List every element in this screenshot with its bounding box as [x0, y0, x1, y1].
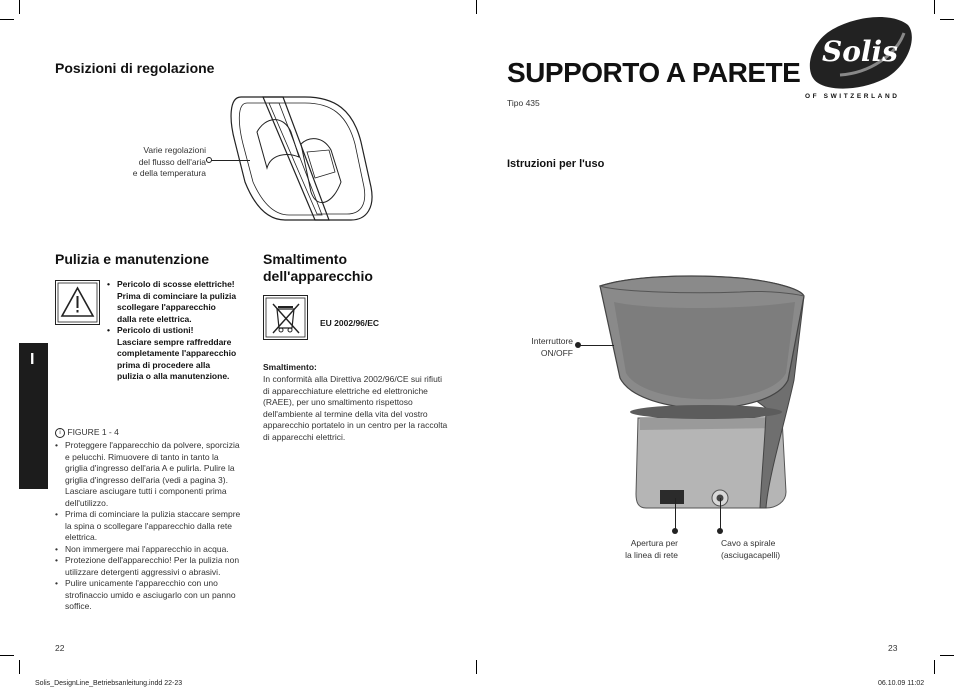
cleaning-item: • Proteggere l'apparecchio da polvere, sporcizia e pelucchi. Rimuovere di tanto in tanto la griglia d'ingresso dell'aria A e pulirla. Pulire la griglia d'ingresso dell'aria (vedi a pagina 3). Lasciare asciugare tutti i componenti prima dell'utilizzo.	[55, 440, 241, 509]
callout-opening	[608, 538, 678, 561]
callout-line: del flusso dell'aria	[138, 156, 206, 167]
instructions-subtitle: Istruzioni per l'uso	[507, 158, 605, 170]
model-number: Tipo 435	[507, 98, 540, 108]
cleaning-item: • Non immergere mai l'apparecchio in acqua.	[55, 544, 241, 556]
page-title: SUPPORTO A PARETE	[507, 57, 801, 88]
page-number-left: 22	[55, 643, 65, 653]
cleaning-item: • Prima di cominciare la pulizia staccare sempre la spina o scollegare l'apparecchio dalla rete elettrica.	[55, 509, 241, 544]
figure-label	[55, 427, 119, 439]
logo-tagline: OF SWITZERLAND	[805, 93, 900, 100]
logo-wordmark: Solis	[822, 35, 898, 68]
callout-dot	[717, 528, 723, 534]
crop-mark	[940, 655, 954, 656]
callout-line-adjust	[206, 160, 250, 161]
callout-line-cable	[720, 498, 721, 531]
callout-line-opening	[675, 498, 676, 531]
warning-item	[107, 279, 237, 325]
callout-line: ON/OFF	[540, 347, 573, 358]
heading-adjustment: Posizioni di regolazione	[55, 60, 215, 76]
language-letter: I	[30, 351, 35, 368]
crop-mark	[19, 660, 20, 674]
crop-mark	[940, 19, 954, 20]
timestamp-slug: 06.10.09 11:02	[878, 680, 925, 687]
callout-line: (asciugacapelli)	[721, 549, 781, 560]
cleaning-item: • Protezione dell'apparecchio! Per la pulizia non utilizzare detergenti aggressivi o abrasivi.	[55, 555, 241, 578]
crop-mark	[934, 0, 935, 14]
callout-line: Apertura per	[630, 538, 678, 548]
disposal-text: In conformità alla Direttiva 2002/96/CE sui rifiuti di apparecchiature elettriche ed elettroniche (RAEE), per uno smaltimento rispettoso dell'ambiente al termine della vita del vostro apparecchio portatelo in un centro per la raccolta di apparecchi elettrici.	[263, 374, 448, 442]
callout-switch	[515, 336, 573, 359]
cleaning-list	[55, 440, 241, 613]
warning-item	[107, 325, 237, 383]
heading-cleaning: Pulizia e manutenzione	[55, 251, 210, 267]
callout-line-switch	[578, 345, 614, 346]
figure-text: FIGURE 1 - 4	[67, 427, 119, 437]
file-slug: Solis_DesignLine_Betriebsanleitung.indd 22-23	[35, 680, 183, 687]
adjustment-diagram	[205, 92, 375, 232]
cleaning-item: • Pulire unicamente l'apparecchio con uno strofinaccio umido e asciugarlo con un panno soffice.	[55, 578, 241, 613]
callout-dot	[672, 528, 678, 534]
info-icon: i	[55, 428, 65, 438]
callout-line: Cavo a spirale	[721, 538, 776, 548]
warning-body: Lasciare sempre raffreddare completamente l'apparecchio prima di procedere alla pulizia o alla manutenzione.	[117, 336, 237, 381]
heading-disposal: Smaltimento dell'apparecchio	[263, 251, 373, 284]
callout-line: la linea di rete	[625, 549, 678, 560]
warning-title: Pericolo di scosse elettriche!	[117, 279, 235, 289]
solis-logo	[800, 15, 915, 101]
weee-icon	[263, 295, 308, 340]
warning-title: Pericolo di ustioni!	[117, 325, 194, 335]
warning-body: Prima di cominciare la pulizia scollegare l'apparecchio dalla rete elettrica.	[117, 290, 237, 324]
eu-directive: EU 2002/96/EC	[320, 318, 380, 328]
crop-mark	[0, 655, 14, 656]
page-number-right: 23	[888, 643, 898, 653]
crop-mark	[476, 0, 477, 14]
crop-mark	[19, 0, 20, 14]
adjustment-callout	[112, 145, 206, 180]
wall-holder-illustration	[590, 268, 810, 528]
language-tab	[19, 343, 48, 489]
callout-dot	[206, 157, 212, 163]
warning-icon	[55, 280, 100, 325]
crop-mark	[476, 660, 477, 674]
disposal-title: Smaltimento:	[263, 362, 317, 372]
callout-cable	[721, 538, 801, 561]
callout-line: Varie regolazioni	[143, 145, 206, 155]
warning-list	[107, 279, 237, 383]
crop-mark	[934, 660, 935, 674]
callout-line: e della temperatura	[132, 168, 206, 178]
crop-mark	[0, 19, 14, 20]
callout-dot	[575, 342, 581, 348]
callout-line: Interruttore	[531, 336, 573, 346]
